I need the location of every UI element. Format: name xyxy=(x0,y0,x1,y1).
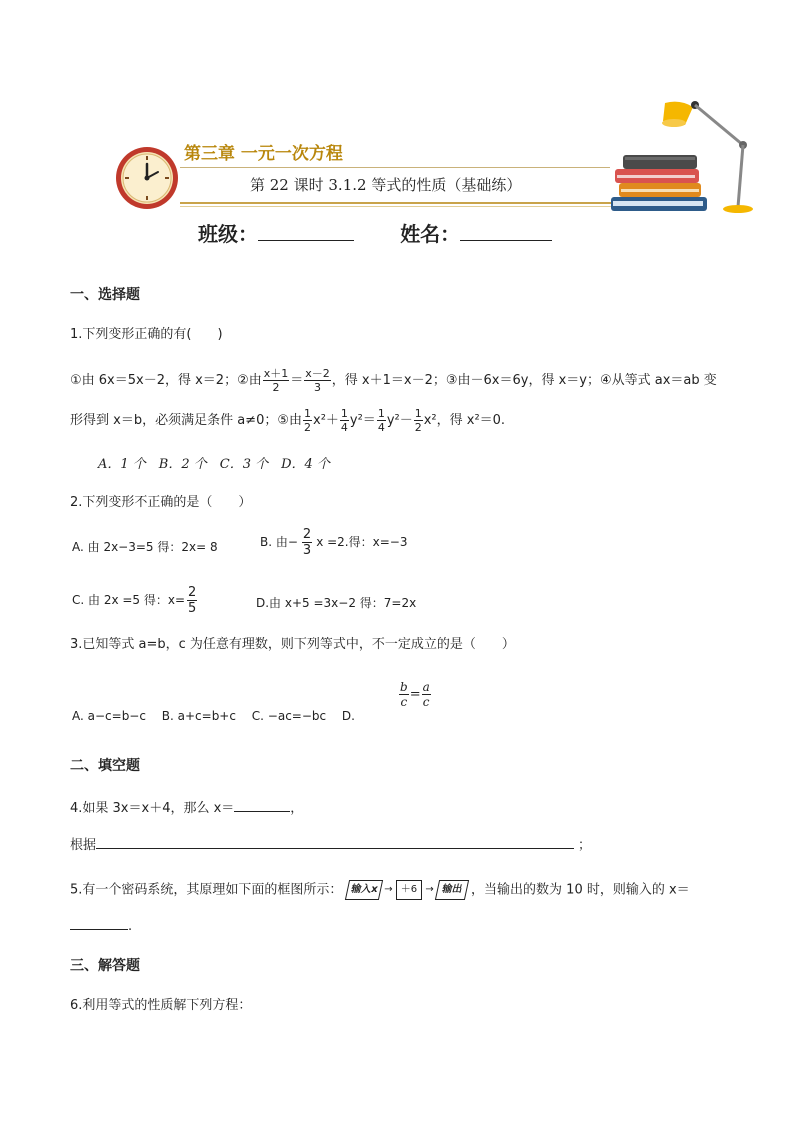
fraction xyxy=(340,408,349,433)
q5-text: ，当输出的数为 10 时，则输入的 x＝ xyxy=(471,882,690,898)
fraction xyxy=(187,586,197,615)
class-input[interactable] xyxy=(258,220,354,241)
arrow-right-icon: → xyxy=(384,884,393,895)
numerator: x－2 xyxy=(305,367,330,380)
q1-text: y²－ xyxy=(386,413,413,428)
answer-blank[interactable] xyxy=(70,915,128,930)
numerator: 1 xyxy=(304,407,311,420)
denominator: 3 xyxy=(314,381,322,394)
numerator: 1 xyxy=(414,407,422,420)
numerator: 2 xyxy=(302,527,312,542)
fraction xyxy=(422,681,431,708)
section-title: 二、填空题 xyxy=(70,758,140,774)
lesson-title: 第 22 课时 3.1.2 等式的性质（基础练） xyxy=(250,176,522,194)
answer-blank[interactable] xyxy=(234,797,290,812)
numerator: 1 xyxy=(377,407,385,420)
fraction xyxy=(377,408,386,433)
question-4-line-2 xyxy=(70,834,591,855)
q1-text: ①由 6x＝5x－2，得 x＝2；②由 xyxy=(70,373,262,388)
question-2-option-d: D.由 x+5 =3x−2 得：7=2x xyxy=(256,596,417,610)
header-rule-bottom-thin xyxy=(180,206,650,207)
q4-text: 根据 xyxy=(70,838,97,853)
books-lamp-icon xyxy=(605,95,755,217)
header-rule-bottom xyxy=(180,202,650,204)
denominator: 5 xyxy=(188,601,197,616)
class-label: 班级： xyxy=(198,222,258,246)
q5-text: . xyxy=(128,919,133,934)
question-3-option-d-formula xyxy=(398,681,432,708)
question-4-line-1 xyxy=(70,797,303,818)
option-text: x =2.得：x=−3 xyxy=(316,535,408,549)
q1-text: 形得到 x＝b，必须满足条件 a≠0；⑤由 xyxy=(70,413,302,428)
denominator: c xyxy=(422,695,430,709)
equals: ＝ xyxy=(290,373,304,388)
header-rule-top xyxy=(180,167,610,168)
q4-text: 4.如果 3x＝x＋4，那么 x＝ xyxy=(70,801,235,816)
q5-text: 5.有一个密码系统，其原理如下面的框图所示： xyxy=(70,882,343,898)
flowchart xyxy=(347,880,467,900)
name-label: 姓名： xyxy=(400,222,461,246)
q1-text: x²＋ xyxy=(313,413,339,428)
q1-text: y²＝ xyxy=(349,413,376,428)
denominator: 4 xyxy=(377,421,385,434)
question-3-stem: 3.已知等式 a=b，c 为任意有理数，则下列等式中，不一定成立的是（ ） xyxy=(70,637,515,652)
fraction xyxy=(414,408,423,433)
fraction xyxy=(304,368,331,393)
header-banner xyxy=(110,95,760,220)
name-input[interactable] xyxy=(460,220,552,241)
numerator: 2 xyxy=(188,585,197,600)
fraction xyxy=(302,528,312,557)
numerator: b xyxy=(400,680,408,694)
question-1-options: A．1 个 B．2 个 C．3 个 D．4 个 xyxy=(98,457,330,472)
question-1-line-2 xyxy=(70,408,505,433)
flow-input-box: 输入x xyxy=(344,880,383,900)
question-2-option-a: A. 由 2x−3=5 得：2x= 8 xyxy=(72,540,218,554)
section-title: 一、选择题 xyxy=(70,287,140,303)
denominator: c xyxy=(400,695,408,709)
option-text: C. 由 2x =5 得：x= xyxy=(72,593,186,607)
question-5-line-1 xyxy=(70,880,690,900)
q1-text: ，得 x＋1＝x－2；③由－6x＝6y，得 x＝y；④从等式 ax＝ab 变 xyxy=(331,373,717,388)
numerator: x＋1 xyxy=(263,367,289,380)
denominator: 4 xyxy=(340,421,348,434)
denominator: 2 xyxy=(414,421,422,434)
equals: = xyxy=(409,687,421,702)
question-2-option-b xyxy=(260,528,407,557)
denominator: 2 xyxy=(304,421,311,434)
question-3-options: A. a−c=b−c B. a+c=b+c C. −ac=−bc D. xyxy=(72,709,355,723)
arrow-right-icon: → xyxy=(425,884,434,895)
option-text: B. 由− xyxy=(260,535,298,549)
numerator: 1 xyxy=(340,407,348,420)
question-5-line-2 xyxy=(70,915,132,936)
answer-blank[interactable] xyxy=(96,834,574,849)
question-6-stem: 6.利用等式的性质解下列方程： xyxy=(70,998,252,1013)
fraction xyxy=(399,681,409,708)
denominator: 2 xyxy=(272,381,280,394)
fraction xyxy=(303,408,312,433)
numerator: a xyxy=(422,680,430,694)
chapter-title: 第三章 一元一次方程 xyxy=(184,144,343,164)
question-2-option-c xyxy=(72,586,199,615)
flow-process-box: ＋6 xyxy=(396,880,422,900)
flow-output-box: 输出 xyxy=(435,880,469,900)
fraction xyxy=(263,368,290,393)
student-info xyxy=(198,218,552,247)
question-1-stem: 1.下列变形正确的有( ) xyxy=(70,327,223,342)
denominator: 3 xyxy=(302,543,312,558)
q4-text: ； xyxy=(578,838,592,853)
clock-icon xyxy=(114,145,180,211)
section-title: 三、解答题 xyxy=(70,958,140,974)
q4-text: ， xyxy=(290,801,304,816)
question-1-line-1 xyxy=(70,368,717,393)
question-2-stem: 2.下列变形不正确的是（ ） xyxy=(70,495,252,510)
q1-text: x²，得 x²＝0. xyxy=(423,413,506,428)
